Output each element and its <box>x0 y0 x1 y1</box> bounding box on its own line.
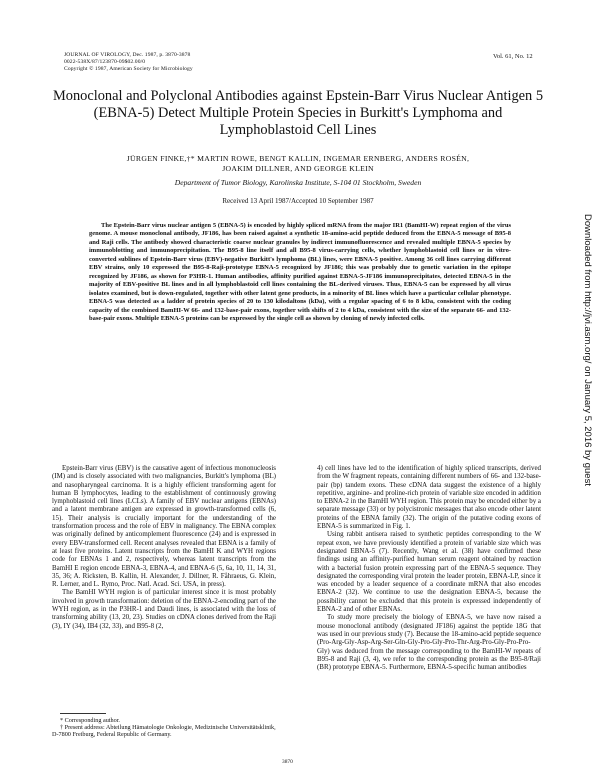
footnote-divider <box>60 713 106 714</box>
affiliation: Department of Tumor Biology, Karolinska Institute, S-104 01 Stockholm, Sweden <box>174 178 422 187</box>
author-line: JOAKIM DILLNER, AND GEORGE KLEIN <box>222 164 374 173</box>
body-paragraph: Epstein-Barr virus (EBV) is the causative agent of infectious mononucleosis (IM) and is closely associated with two malignancies, Burkitt's lymphoma (BL) and nasopharyngeal carcinoma. It is a highly efficient transforming agent for human B lymphocytes, leading to the establishment of continuously growing lymphoblastoid cell lines (LCLs). A family of EBV nuclear antigens (EBNAs) and a latent membrane antigen are expressed in growth-transformed cells (6, 15). Their analysis is crucially important for the understanding of the transformation process and the role of EBV in malignancy. The EBNA complex was originally defined by anticomplement fluorescence (24) and is expressed in every EBV-transformed cell. Recent analyses revealed that EBNA is a family of at least five proteins. Latent transcripts from the BamHI K and WYH regions code for EBNAs 1 and 2, respectively, whereas latent transcripts from the BamHI E region encode EBNA-3, EBNA-4, and EBNA-6 (5, 6a, 10, 11, 14, 31, 35, 36; A. Ricksten, B. Kallin, H. Alexander, J. Dillner, R. Fåhraeus, G. Klein, R. Lerner, and L. Rymo, Proc. Natl. Acad. Sci. USA, in press). <box>52 464 276 589</box>
journal-line: Copyright © 1987, American Society for Microbiology <box>64 66 193 72</box>
volume-issue: Vol. 61, No. 12 <box>493 53 533 60</box>
journal-line: JOURNAL OF VIROLOGY, Dec. 1987, p. 3870-3878 <box>64 52 191 58</box>
page-number: 3870 <box>282 759 293 765</box>
abstract: The Epstein-Barr virus nuclear antigen 5 (EBNA-5) is encoded by highly spliced mRNA from the major IR1 (BamHI-W) repeat region of the virus genome. A mouse monoclonal antibody, JF186, has been raised against a synthetic 18-amino-acid peptide deduced from the EBNA-5 message of B95-8 and Raji cells. The antibody showed characteristic coarse nuclear granules by indirect immunofluorescence and revealed multiple EBNA-5 species by immunoblotting and immunoprecipitation. The B95-8 line itself and all B95-8 virus-carrying cells, whether lymphoblastoid cell lines or in vitro-converted sublines of Epstein-Barr virus (EBV)-negative Burkitt's lymphoma (BL) lines, were EBNA-5 positive. Among 36 cell lines carrying different EBV strains, only 10 expressed the B95-8-Raji-prototype EBNA-5 recognized by JF186; this was probably due to genetic variation in the epitope recognized by JF186, as shown for P3HR-1. Human antibodies, affinity purified against EBNA-5-JF186 immunoprecipitates, detected EBNA-5 in the majority of EBV-positive BL lines and in all lymphoblastoid cell lines containing the BL-derived viruses. Thus, EBNA-5 can be expressed by all virus isolates examined, but is down-regulated, together with other latent gene products, in a minority of BL lines which have a particular cellular phenotype. EBNA-5 was detected as a ladder of protein species of 20 to 130 kilodaltons (kDa), with a regular spacing of 6 to 8 kDa, consistent with the coding capacity of the combined BamHI-W 66- and 132-base-pair exons, together with shifts of 2 to 4 kDa, consistent with the size of the separate 66- and 132-base-pair exons. Multiple EBNA-5 proteins can be expressed by the single cell as shown by cloning of newly infected cells. <box>89 222 511 322</box>
author-line: JÜRGEN FINKE,†* MARTIN ROWE, BENGT KALLIN, INGEMAR ERNBERG, ANDERS ROSÉN, <box>126 154 470 163</box>
footnote: † Present address: Abteilung Hämatologie Onkologie, Medizinische Universitätsklinik, D-7800 Freiburg, Federal Republic of Germany. <box>52 724 276 739</box>
download-watermark <box>582 214 593 558</box>
footnotes <box>52 717 276 739</box>
author-list <box>60 154 536 174</box>
journal-line: 0022-538X/87/123870-09$02.00/0 <box>64 59 146 65</box>
body-paragraph: To study more precisely the biology of EBNA-5, we have now raised a mouse monoclonal antibody (designated JF186) against the peptide 18G that was used in our previous study (7). Because the 18-amino-acid peptide sequence (Pro-Arg-Gly-Asp-Arg-Ser-Gln-Gly-Pro-Gly-Pro-Thr-Arg-Pro-Gly-Pro-Pro-Gly) was deduced from the message corresponding to the BamHI-W repeats of B95-8 and Raji (3, 4), we refer to the corresponding protein as the B95-8/Raji (BR) prototype EBNA-5. Furthermore, EBNA-5-specific human antibodies <box>317 613 541 672</box>
received-dates: Received 13 April 1987/Accepted 10 September 1987 <box>222 197 374 205</box>
body-paragraph: Using rabbit antisera raised to synthetic peptides corresponding to the W repeat exon, we have previously identified a protein of variable size which was designated EBNA-5 (7). Recently, Wang et al. (38) have confirmed these findings using an affinity-purified human serum reagent obtained by reaction with a bacterial fusion protein expressing part of the EBNA-5 sequence. They designated the corresponding viral protein the leader protein, EBNA-LP, since it was encoded by a leader sequence of a coordinate mRNA that also encodes EBNA-2 (32). We continue to use the designation EBNA-5, because the possibility cannot be excluded that this protein is expressed independently of EBNA-2 and of other EBNAs. <box>317 530 541 614</box>
body-paragraph: The BamHI WYH region is of particular interest since it is most probably involved in growth transformation: deletion of the EBNA-2-encoding part of the WYH region, as in the P3HR-1 and Daudi lines, is associated with the loss of transforming ability (13, 20, 23). Studies on cDNA clones derived from the Raji (3), IY (34), IB4 (32, 33), and B95-8 (2, <box>52 588 276 630</box>
download-watermark-text[interactable]: Downloaded from http://jvi.asm.org/ on January 5, 2016 by guest <box>582 214 593 486</box>
body-paragraph: 4) cell lines have led to the identification of highly spliced transcripts, derived from the W fragment repeats, containing different numbers of 66- and 132-base-pair (bp) tandem exons. These cDNA data suggest the existence of a highly repetitive, arginine- and proline-rich protein of variable size encoded in addition to EBNA-2 in the BamHI WYH region. This protein may be encoded either by a separate message (33) or by polycistronic messages that also encode other latent proteins of the EBNA family (32). The origin of the putative coding exons of EBNA-5 is summarized in Fig. 1. <box>317 464 541 531</box>
journal-citation <box>64 52 193 73</box>
body-column-right <box>317 464 541 671</box>
article-title: Monoclonal and Polyclonal Antibodies against Epstein-Barr Virus Nuclear Antigen 5 (EBNA-5) Detect Multiple Protein Species in Burkitt's Lymphoma and Lymphoblastoid Cell Lines <box>52 88 544 138</box>
footnote: * Corresponding author. <box>60 717 120 724</box>
body-column-left <box>52 464 276 630</box>
